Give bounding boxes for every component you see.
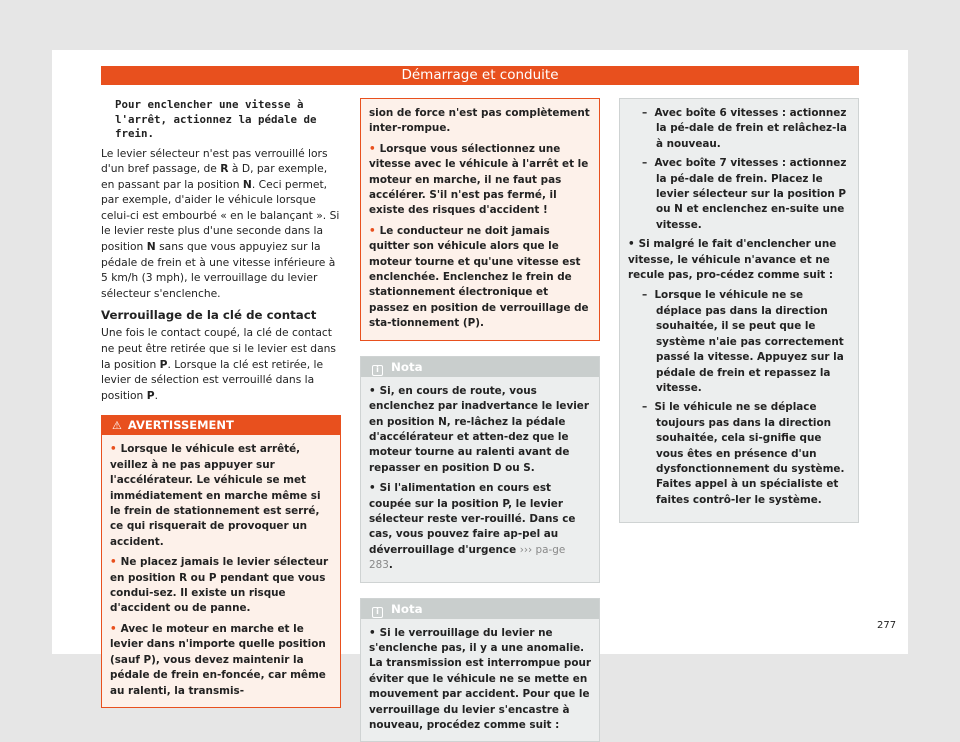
note-header: i Nota [361, 599, 599, 619]
bullet-icon: • [628, 238, 635, 251]
dash-item: – Lorsque le véhicule ne se déplace pas dans la direction souhaitée, il se peut que le système n'aie pas correctement passé la vitesse. Appuyez sur la pédale de frein et repassez la vitesse. [642, 289, 844, 394]
column-middle [360, 98, 600, 742]
dash-icon: – [642, 157, 655, 170]
note-box-2 [360, 598, 600, 742]
bullet-icon: • [110, 556, 117, 569]
note-item: • Si le verrouillage du levier ne s'enclenche pas, il y a une anomalie. La transmission est interrompue pour éviter que le véhicule ne se mette en mouvement par accident. Pour que le verrouillage du levier s'encastre à nouveau, procédez comme suit : [369, 626, 592, 731]
note-box-continued [619, 98, 859, 523]
bullet-icon: • [369, 142, 376, 155]
bullet-icon: • [110, 443, 117, 456]
note-header: i Nota [361, 357, 599, 377]
bullet-icon: • [369, 384, 376, 397]
warning-header: ⚠ AVERTISSEMENT [102, 416, 340, 435]
column-left [101, 98, 341, 708]
dash-item: – Si le véhicule ne se déplace toujours pas dans la direction souhaitée, cela si-gnifie que vous êtes en présence d'un dysfonctionnement du système. Faites appel à un spécialiste et faites contrô-ler le système. [642, 401, 845, 506]
warning-item: • Le conducteur ne doit jamais quitter son véhicule alors que le moteur tourne et qu'une vitesse est enclenchée. Enclenchez le frein de stationnement électronique et passez en position de verrouillage de sta-tionnement (P). [369, 224, 589, 330]
paragraph-selector-lever: Le levier sélecteur n'est pas verrouillé lors d'un bref passage, de R à D, par exemple, en passant par la position N. Ceci permet, par exemple, d'aider le véhicule lorsque celui-ci est embourbé « en le balançant ». Si le levier reste plus d'une seconde dans la position N sans que vous appuyiez sur la pédale de frein et à une vitesse inférieure à 5 km/h (3 mph), le verrouillage du levier sélecteur s'enclenche. [101, 146, 340, 300]
warning-box [101, 415, 341, 708]
column-right [619, 98, 859, 523]
dash-icon: – [642, 401, 655, 414]
note-icon: i [372, 607, 383, 618]
page-number: 277 [877, 620, 897, 631]
paragraph-key-lock: Une fois le contact coupé, la clé de contact ne peut être retirée que si le levier est dans la position P. Lorsque la clé est retirée, le levier de sélection est verrouillé dans la position P. [101, 326, 336, 402]
warning-item: • Avec le moteur en marche et le levier dans n'importe quelle position (sauf P), vous devez maintenir la pédale de frein en-foncée, car même au ralenti, la transmis- [110, 622, 326, 697]
note-item: • Si, en cours de route, vous enclenchez par inadvertance le levier en position N, re-lâchez la pédale d'accélérateur et atten-dez que le moteur tourne au ralenti avant de repasser en position D ou S. [369, 384, 589, 474]
warning-box-continued [360, 98, 600, 341]
bullet-icon: • [110, 622, 117, 635]
bullet-icon: • [369, 482, 376, 495]
bullet-icon: • [369, 224, 376, 237]
section-header: Démarrage et conduite [101, 66, 859, 85]
subheading-key-lock: Verrouillage de la clé de contact [101, 308, 317, 323]
warning-item: • Lorsque le véhicule est arrêté, veillez à ne pas appuyer sur l'accélérateur. Le véhicule se met immédiatement en marche même si le frein de stationnement est serré, ce qui risquerait de provoquer un accident. [110, 443, 321, 548]
dash-icon: – [642, 289, 655, 302]
warning-item: • Ne placez jamais le levier sélecteur en position R ou P pendant que vous condui-sez. Il existe un risque d'accident ou de panne. [110, 556, 329, 615]
bullet-icon: • [369, 626, 376, 639]
procedure-heading: Pour enclencher une vitesse à l'arrêt, actionnez la pédale de frein. [115, 98, 317, 140]
note-icon: i [372, 365, 383, 376]
dash-item: – Avec boîte 7 vitesses : actionnez la pé-dale de frein. Placez le levier sélecteur sur la position P ou N et enclenchez en-suite une vitesse. [642, 157, 847, 231]
warning-triangle-icon: ⚠ [112, 419, 122, 433]
page-reference-link[interactable]: ››› pa-ge 283 [369, 543, 566, 572]
warning-item: • Lorsque vous sélectionnez une vitesse avec le véhicule à l'arrêt et le moteur en marche, il ne faut pas accélérer. S'il n'est pas fermé, il existe des risques d'accident ! [369, 142, 589, 217]
dash-icon: – [642, 107, 655, 119]
dash-item: – Avec boîte 6 vitesses : actionnez la pé-dale de frein et relâchez-la à nouveau. [642, 107, 847, 150]
note-item: • Si malgré le fait d'enclencher une vitesse, le véhicule n'avance et ne recule pas, pro-cédez comme suit : [628, 238, 837, 282]
warning-continuation: sion de force n'est pas complètement inter-rompue. [369, 107, 590, 135]
note-item: • Si l'alimentation en cours est coupée sur la position P, le levier sélecteur reste ver-rouillé. Dans ce cas, vous pouvez faire ap-pel au déverrouillage d'urgence ››› pa-ge 283. [369, 482, 576, 572]
note-box-1 [360, 356, 600, 583]
